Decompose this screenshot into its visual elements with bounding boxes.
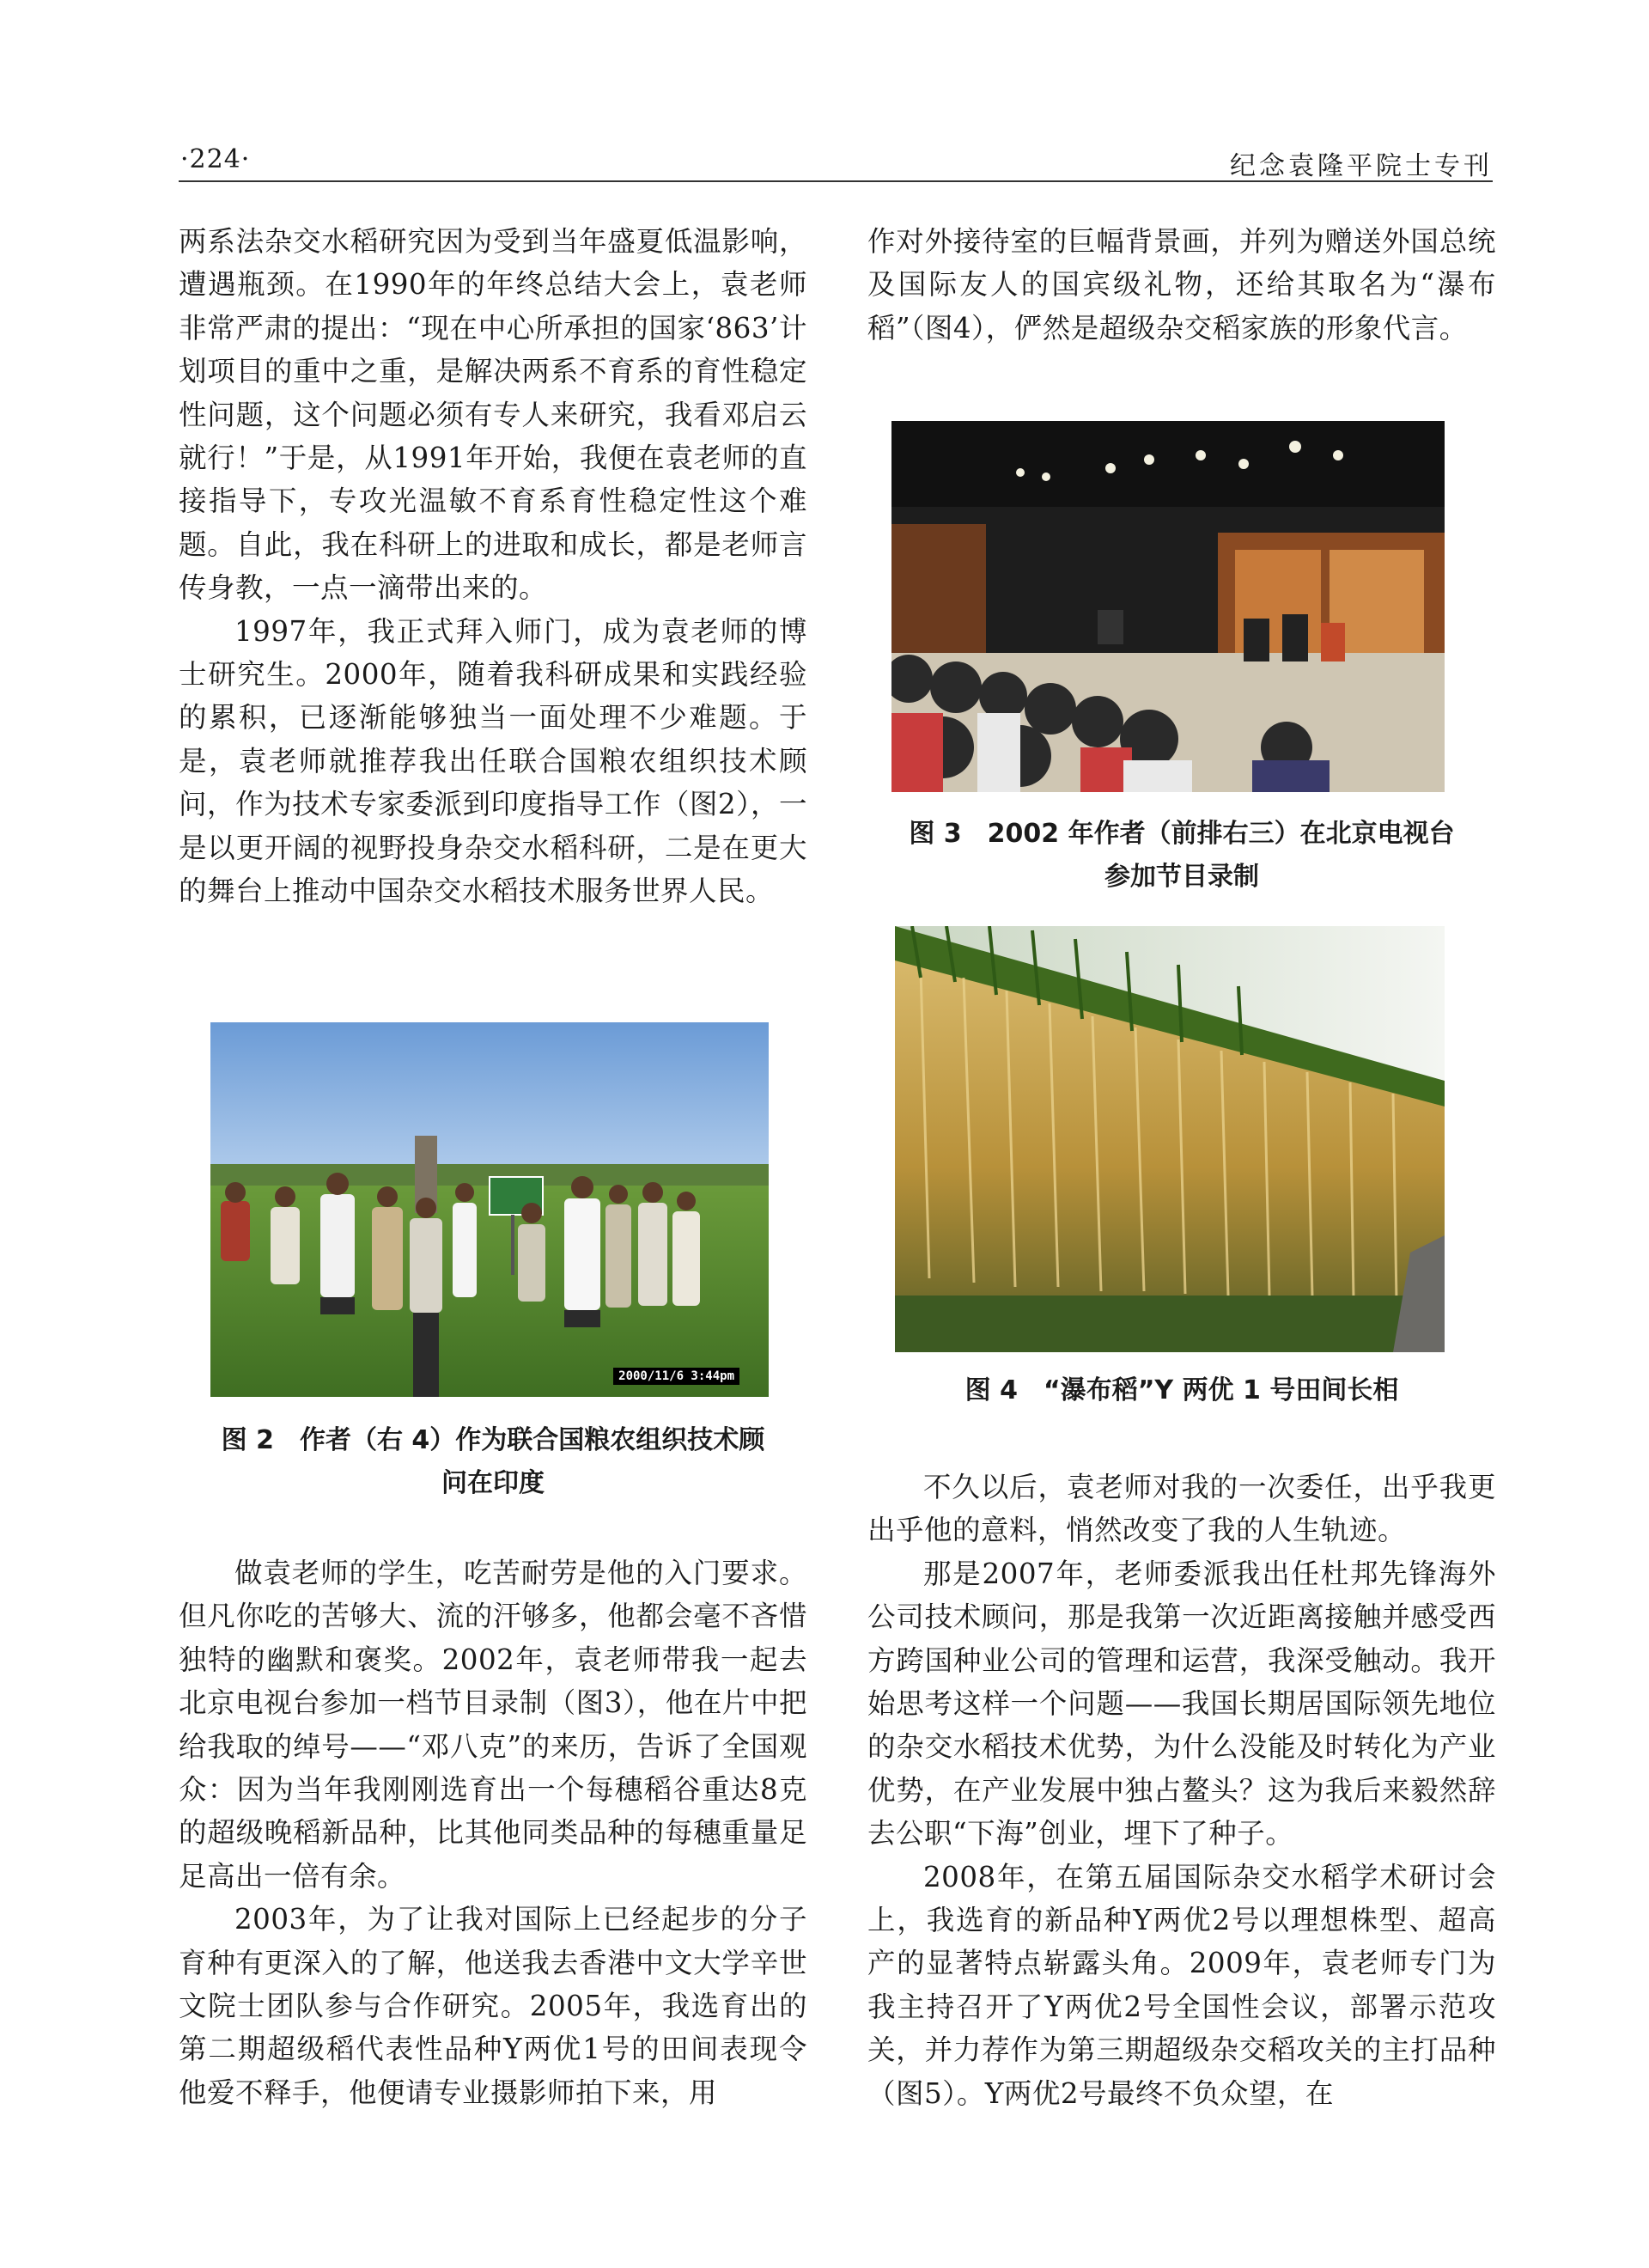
paragraph: 2003年，为了让我对国际上已经起步的分子育种有更深入的了解，他送我去香港中文大学辛世文院士团队参与合作研究。2005年，我选育出的第二期超级稻代表性品种Y两优1号的田间表现令他爱不释手，他便请专业摄影师拍下来，用 <box>179 1903 807 2109</box>
tv-studio-photo <box>891 421 1445 792</box>
caption-line: 问在印度 <box>441 1468 545 1498</box>
left-column-top-text <box>179 220 807 913</box>
caption-line: 图 4 “瀑布稻”Y 两优 1 号田间长相 <box>964 1375 1399 1405</box>
page-header <box>179 137 1493 182</box>
paragraph: 两系法杂交水稻研究因为受到当年盛夏低温影响，遭遇瓶颈。在1990年的年终总结大会上，袁老师非常严肃的提出：“现在中心所承担的国家‘863’计划项目的重中之重，是解决两系不育系的育性稳定性问题，这个问题必须有专人来研究，我看邓启云就行！”于是，从1991年开始，我便在袁老师的直接指导下，专攻光温敏不育系育性稳定性这个难题。自此，我在科研上的进取和成长，都是老师言传身教，一点一滴带出来的。 <box>179 225 807 605</box>
figure-4-caption <box>867 1369 1496 1412</box>
caption-line: 图 2 作者（右 4）作为联合国粮农组织技术顾 <box>221 1425 765 1455</box>
page-number: ·224· <box>180 144 251 174</box>
paragraph: 作对外接待室的巨幅背景画，并列为赠送外国总统及国际友人的国宾级礼物，还给其取名为“瀑布稻”（图4），俨然是超级杂交稻家族的形象代言。 <box>867 225 1496 344</box>
paragraph: 1997年，我正式拜入师门，成为袁老师的博士研究生。2000年，随着我科研成果和实践经验的累积，已逐渐能够独当一面处理不少难题。于是，袁老师就推荐我出任联合国粮农组织技术顾问，作为技术专家委派到印度指导工作（图2），一是以更开阔的视野投身杂交水稻科研，二是在更大的舞台上推动中国杂交水稻技术服务世界人民。 <box>179 614 807 908</box>
figure-2-caption <box>179 1419 807 1505</box>
paragraph: 那是2007年，老师委派我出任杜邦先锋海外公司技术顾问，那是我第一次近距离接触并感受西方跨国种业公司的管理和运营，我深受触动。我开始思考这样一个问题——我国长期居国际领先地位的杂交水稻技术优势，为什么没能及时转化为产业优势，在产业发展中独占鳌头？这为我后来毅然辞去公职“下海”创业，埋下了种子。 <box>867 1557 1496 1850</box>
right-column-top-text <box>867 220 1496 350</box>
caption-line: 图 3 2002 年作者（前排右三）在北京电视台 <box>909 819 1455 849</box>
figure-2-photo <box>210 1022 769 1397</box>
caption-line: 参加节目录制 <box>1104 862 1259 892</box>
paragraph: 不久以后，袁老师对我的一次委任，出乎我更出乎他的意料，悄然改变了我的人生轨迹。 <box>867 1471 1496 1547</box>
paragraph: 2008年，在第五届国际杂交水稻学术研讨会上，我选育的新品种Y两优2号以理想株型、超高产的显著特点崭露头角。2009年，袁老师专门为我主持召开了Y两优2号全国性会议，部署示范攻关，并力荐作为第三期超级杂交稻攻关的主打品种（图5）。Y两优2号最终不负众望，在 <box>867 1860 1496 2110</box>
figure-4-photo <box>895 926 1445 1352</box>
figure-3-photo <box>891 421 1445 792</box>
journal-title: 纪念袁隆平院士专刊 <box>1230 151 1493 181</box>
figure-3-caption <box>867 813 1496 899</box>
rice-panicle-photo <box>895 926 1445 1352</box>
left-column-bottom-text <box>179 1552 807 2114</box>
right-column-bottom-text <box>867 1466 1496 2115</box>
paragraph: 做袁老师的学生，吃苦耐劳是他的入门要求。但凡你吃的苦够大、流的汗够多，他都会毫不吝惜独特的幽默和褒奖。2002年，袁老师带我一起去北京电视台参加一档节目录制（图3），他在片中把给我取的绰号——“邓八克”的来历，告诉了全国观众：因为当年我刚刚选育出一个每穗稻谷重达8克的超级晚稻新品种，比其他同类品种的每穗重量足足高出一倍有余。 <box>179 1557 807 1893</box>
field-group-photo <box>210 1022 769 1397</box>
photo-timestamp: 2000/11/6 3:44pm <box>613 1368 739 1385</box>
